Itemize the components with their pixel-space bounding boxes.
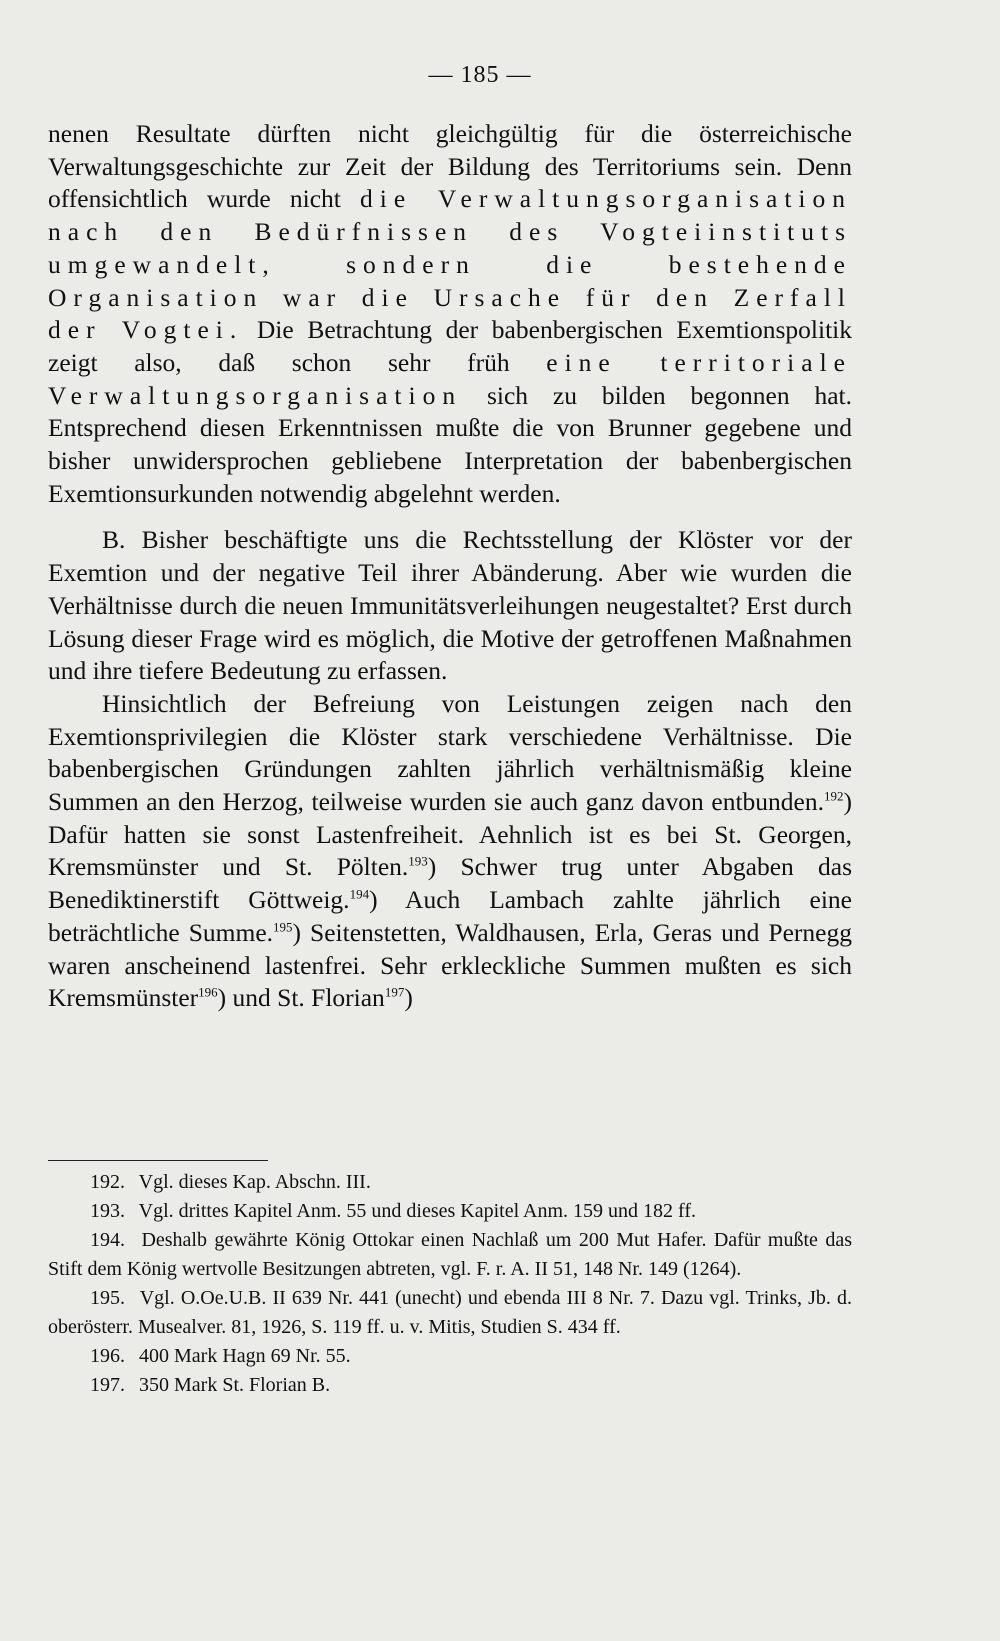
footnote-192 bbox=[48, 1168, 852, 1197]
footnote-ref-194[interactable]: 194 bbox=[349, 886, 370, 902]
paragraph-1-part-a: nenen Resultate dürften nicht gleichgültig für die österreichische Verwaltungsgeschichte zur Zeit der Bildung des Territoriums sein. Denn offensichtlich wurde nicht bbox=[48, 119, 852, 214]
paragraph-3-part-d: ) Auch Lambach zahlte jährlich eine beträchtliche Summe. bbox=[48, 885, 852, 947]
footnote-text: 400 Mark Hagn 69 Nr. 55. bbox=[139, 1345, 351, 1367]
footnote-194 bbox=[48, 1226, 852, 1284]
paragraph-1-part-c: sich zu bilden begonnen hat. Entsprechend diesen Erkenntnissen mußte die von Brunner gegebene und bisher unwidersprochen gebliebene Interpretation der babenbergischen Exemtionsurkunden notwendig abgelehnt werden. bbox=[48, 380, 852, 508]
footnote-number: 197. bbox=[90, 1374, 125, 1396]
footnote-ref-192[interactable]: 192 bbox=[824, 788, 844, 804]
page-number: — 185 — bbox=[428, 62, 532, 88]
paragraph-3-part-g: ) bbox=[404, 983, 413, 1013]
footnote-195 bbox=[48, 1284, 852, 1342]
footnote-197 bbox=[48, 1371, 852, 1400]
footnote-ref-195[interactable]: 195 bbox=[273, 919, 293, 935]
paragraph-3-part-a: Hinsichtlich der Befreiung von Leistungen zeigen nach den Exemtionsprivilegien die Klöster stark verschiedene Verhältnisse. Die babenbergischen Gründungen zahlten jährlich verhältnismäßig kleine Summen an den Herzog, teilweise wurden sie auch ganz davon entbunden. bbox=[48, 688, 852, 817]
footnote-ref-197[interactable]: 197 bbox=[384, 984, 405, 1000]
footnote-193 bbox=[48, 1197, 852, 1226]
paragraph-3 bbox=[48, 688, 852, 1015]
footnote-divider bbox=[48, 1160, 268, 1161]
footnote-196 bbox=[48, 1342, 852, 1371]
footnote-ref-193[interactable]: 193 bbox=[408, 853, 428, 869]
footnotes bbox=[48, 1168, 852, 1400]
footnote-number: 193. bbox=[90, 1200, 125, 1222]
footnote-number: 194. bbox=[90, 1229, 125, 1251]
footnote-text: Vgl. drittes Kapitel Anm. 55 und dieses Kapitel Anm. 159 und 182 ff. bbox=[138, 1200, 696, 1222]
paragraph-1-part-b: Die Betrachtung der babenbergischen Exemtionspolitik zeigt also, daß schon sehr früh bbox=[48, 315, 852, 377]
footnote-text: Vgl. dieses Kap. Abschn. III. bbox=[138, 1171, 371, 1193]
paragraph-2: B. Bisher beschäftigte uns die Rechtsstellung der Klöster vor der Exemtion und der negative Teil ihrer Abänderung. Aber wie wurden die Verhältnisse durch die neuen Immunitätsverleihungen neugestaltet? Erst durch Lösung dieser Frage wird es möglich, die Motive der getroffenen Maßnahmen und ihre tiefere Bedeutung zu erfassen. bbox=[48, 525, 852, 686]
paragraph-3-part-e: ) Seitenstetten, Waldhausen, Erla, Geras und Pernegg waren anscheinend lastenfrei. Sehr erkleckliche Summen mußten es sich Kremsmünster bbox=[48, 917, 852, 1013]
paragraph-1 bbox=[48, 118, 852, 510]
footnote-text: 350 Mark St. Florian B. bbox=[139, 1374, 331, 1396]
footnote-number: 196. bbox=[90, 1345, 125, 1367]
footnote-text: Vgl. O.Oe.U.B. II 639 Nr. 441 (unecht) und ebenda III 8 Nr. 7. Dazu vgl. Trinks, Jb. d. oberösterr. Musealver. 81, 1926, S. 119 ff. u. v. Mitis, Studien S. 434 ff. bbox=[48, 1287, 852, 1338]
footnote-text: Deshalb gewährte König Ottokar einen Nachlaß um 200 Mut Hafer. Dafür mußte das Stift dem König wertvolle Besitzungen abtreten, vgl. F. r. A. II 51, 148 Nr. 149 (1264). bbox=[48, 1229, 853, 1280]
main-text bbox=[48, 118, 852, 1015]
footnote-ref-196[interactable]: 196 bbox=[198, 984, 218, 1000]
paragraph-3-part-f: ) und St. Florian bbox=[217, 983, 385, 1013]
footnote-number: 195. bbox=[90, 1287, 125, 1309]
emphasis-spaced-2: eine territoriale Verwaltungsorganisation bbox=[48, 347, 852, 410]
emphasis-spaced-1: die Verwaltungsorganisation nach den Bedürfnissen des Vogteiinstituts umgewandelt, sondern die bestehende Organisation war die Ursache für den Zerfall der Vogtei. bbox=[48, 184, 853, 345]
footnote-number: 192. bbox=[90, 1171, 125, 1193]
paragraph-3-part-b: ) Dafür hatten sie sonst Lastenfreiheit. Aehnlich ist es bei St. Georgen, Kremsmünster und St. Pölten. bbox=[48, 787, 852, 882]
paragraph-3-part-c: ) Schwer trug unter Abgaben das Benediktinerstift Göttweig. bbox=[48, 852, 852, 915]
